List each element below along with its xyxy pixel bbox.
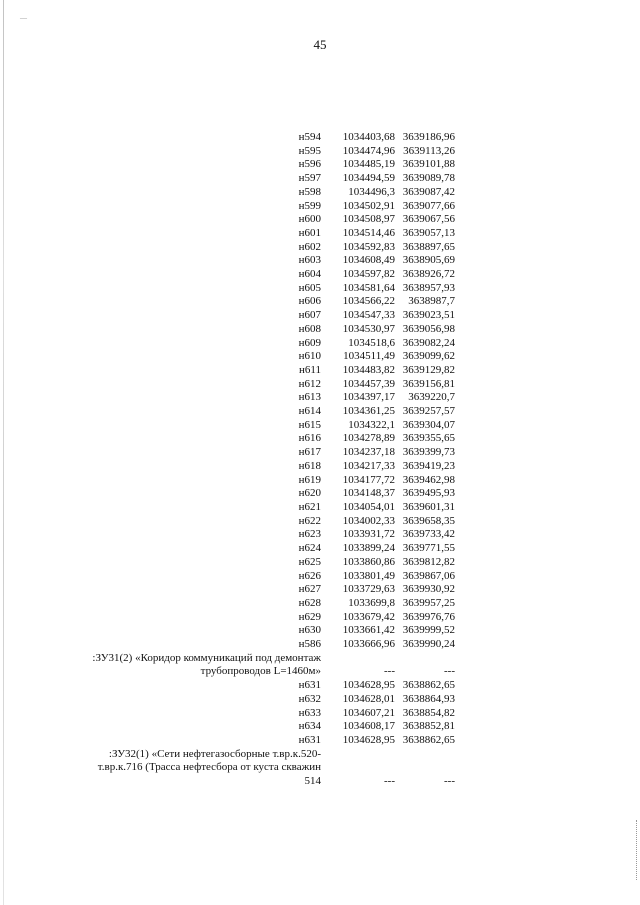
- coord-y: 3638957,93: [402, 281, 455, 294]
- table-row: [216, 419, 455, 433]
- coord-y: 3639304,07: [402, 418, 455, 431]
- coord-x: 1034502,91: [342, 199, 395, 212]
- table-row: [216, 364, 455, 378]
- coordinates-table-body: [92, 131, 455, 789]
- point-id: н616: [298, 432, 321, 445]
- coord-x: 1033899,24: [342, 542, 395, 555]
- coord-x: 1033699,8: [348, 596, 395, 609]
- coord-x: 1034581,64: [342, 281, 395, 294]
- table-row: [216, 734, 455, 748]
- point-id: н634: [298, 720, 321, 733]
- point-id: н613: [298, 391, 321, 404]
- table-row: [216, 200, 455, 214]
- coord-y: 3639733,42: [402, 528, 455, 541]
- coord-y: 3639771,55: [402, 542, 455, 555]
- coord-y: 3639113,26: [403, 144, 455, 157]
- coord-x: 1034566,22: [342, 295, 395, 308]
- coord-x: 1034608,17: [342, 720, 395, 733]
- table-row: [216, 542, 455, 556]
- coord-y: 3639067,56: [402, 213, 455, 226]
- coord-x: 1034148,37: [342, 487, 395, 500]
- point-id: н629: [298, 610, 321, 623]
- coord-x: 1034511,49: [343, 350, 395, 363]
- point-id: н633: [298, 706, 321, 719]
- coord-x: 1034457,39: [342, 377, 395, 390]
- table-row: [216, 679, 455, 693]
- coord-y: 3638862,65: [402, 733, 455, 746]
- coord-y: 3639462,98: [402, 473, 455, 486]
- table-row: [216, 501, 455, 515]
- scan-edge-left: [3, 0, 4, 905]
- scan-edge-right: [636, 820, 638, 880]
- coord-y: 3639101,88: [402, 158, 455, 171]
- coord-x: 1034483,82: [342, 363, 395, 376]
- coord-y: 3639355,65: [402, 432, 455, 445]
- coord-y: 3639658,35: [402, 514, 455, 527]
- coord-y: ---: [444, 775, 455, 788]
- coord-y: 3639495,93: [402, 487, 455, 500]
- coord-y: 3638897,65: [402, 240, 455, 253]
- coord-x: 1034002,33: [342, 514, 395, 527]
- table-row: [216, 213, 455, 227]
- table-row: [216, 309, 455, 323]
- coord-x: 1034597,82: [342, 268, 395, 281]
- coord-x: 1034514,46: [342, 226, 395, 239]
- coord-y: 3639089,78: [402, 172, 455, 185]
- table-row: [216, 158, 455, 172]
- coord-y: 3638854,82: [402, 706, 455, 719]
- point-id: н618: [298, 459, 321, 472]
- coord-y: 3638864,93: [402, 692, 455, 705]
- point-id: н597: [298, 172, 321, 185]
- coord-y: 3639129,82: [402, 363, 455, 376]
- coord-x: 1034607,21: [342, 706, 395, 719]
- coord-y: 3639156,81: [402, 377, 455, 390]
- coord-y: 3639867,06: [402, 569, 455, 582]
- table-row: [216, 611, 455, 625]
- coord-x: 1033679,42: [342, 610, 395, 623]
- point-id: н617: [298, 446, 321, 459]
- coord-x: 1033666,96: [342, 638, 395, 651]
- point-id: н612: [298, 377, 321, 390]
- coord-y: 3639976,76: [402, 610, 455, 623]
- section-title-line: :ЗУ32(1) «Сети нефтегазосборные т.вр.к.520-: [108, 747, 321, 760]
- table-row: [216, 268, 455, 282]
- coord-x: 1034177,72: [342, 473, 395, 486]
- coord-y: 3638905,69: [402, 254, 455, 267]
- coordinates-table: [92, 131, 455, 789]
- coord-x: 1034496,3: [348, 185, 395, 198]
- point-id: н610: [298, 350, 321, 363]
- table-row: [216, 624, 455, 638]
- coord-y: 3639057,13: [402, 226, 455, 239]
- coord-x: 1034361,25: [342, 405, 395, 418]
- point-id: н598: [298, 185, 321, 198]
- section-title-line: трубопроводов L=1460м»: [200, 665, 321, 678]
- coord-x: 1034217,33: [342, 459, 395, 472]
- point-id: н603: [298, 254, 321, 267]
- table-row: [216, 583, 455, 597]
- point-id: н628: [298, 596, 321, 609]
- coord-x: 1034494,59: [342, 172, 395, 185]
- coord-x: 1034474,96: [342, 144, 395, 157]
- coord-x: 1034278,89: [342, 432, 395, 445]
- coord-x: 1034592,83: [342, 240, 395, 253]
- coord-y: 3639812,82: [402, 555, 455, 568]
- coord-y: 3639990,24: [402, 638, 455, 651]
- coord-x: 1034397,17: [342, 391, 395, 404]
- coord-x: 1033860,86: [342, 555, 395, 568]
- table-row: [216, 707, 455, 721]
- coord-y: 3639099,62: [402, 350, 455, 363]
- table-row: [216, 528, 455, 542]
- coord-x: 1033729,63: [342, 583, 395, 596]
- coord-x: ---: [384, 665, 395, 678]
- coord-x: ---: [384, 775, 395, 788]
- coord-x: 1034547,33: [342, 309, 395, 322]
- table-row: [216, 145, 455, 159]
- point-id: н624: [298, 542, 321, 555]
- coord-x: 1034628,95: [342, 733, 395, 746]
- coord-y: 3639257,57: [402, 405, 455, 418]
- point-id: н625: [298, 555, 321, 568]
- point-id: н601: [298, 226, 321, 239]
- table-row: [216, 515, 455, 529]
- coord-x: 1034237,18: [342, 446, 395, 459]
- table-row: [216, 337, 455, 351]
- coord-x: 1034485,19: [342, 158, 395, 171]
- point-id: н621: [298, 500, 321, 513]
- table-row: [216, 295, 455, 309]
- point-id: н622: [298, 514, 321, 527]
- coord-x: 1034322,1: [348, 418, 395, 431]
- coord-y: 3639220,7: [408, 391, 455, 404]
- section-title-line: т.вр.к.716 (Трасса нефтесбора от куста скважин 514: [97, 761, 321, 788]
- point-id: н626: [298, 569, 321, 582]
- point-id: н600: [298, 213, 321, 226]
- table-row: [216, 172, 455, 186]
- table-row: [216, 391, 455, 405]
- point-id: н605: [298, 281, 321, 294]
- point-id: н620: [298, 487, 321, 500]
- table-row: [216, 720, 455, 734]
- coord-x: 1034518,6: [348, 336, 395, 349]
- coord-y: 3638862,65: [402, 679, 455, 692]
- coord-x: 1034403,68: [342, 131, 395, 143]
- page-number: 45: [313, 37, 327, 52]
- coord-x: 1033801,49: [342, 569, 395, 582]
- coord-y: 3639082,24: [402, 336, 455, 349]
- point-id: н596: [298, 158, 321, 171]
- coord-y: 3639601,31: [402, 500, 455, 513]
- point-id: н632: [298, 692, 321, 705]
- point-id: н599: [298, 199, 321, 212]
- coord-y: 3638852,81: [402, 720, 455, 733]
- point-id: н606: [298, 295, 321, 308]
- table-row: [216, 638, 455, 652]
- coord-y: 3639056,98: [402, 322, 455, 335]
- coord-x: 1033931,72: [342, 528, 395, 541]
- coord-y: 3639930,92: [402, 583, 455, 596]
- table-row: [216, 487, 455, 501]
- table-row: [216, 556, 455, 570]
- section-header-row: [216, 652, 455, 679]
- table-row: [216, 378, 455, 392]
- section-title: [97, 747, 331, 789]
- point-id: н630: [298, 624, 321, 637]
- table-row: [216, 460, 455, 474]
- table-row: [216, 693, 455, 707]
- point-id: н614: [298, 405, 321, 418]
- coord-y: 3639023,51: [402, 309, 455, 322]
- coord-y: 3639419,23: [402, 459, 455, 472]
- point-id: н615: [298, 418, 321, 431]
- point-id: н623: [298, 528, 321, 541]
- point-id: н631: [298, 679, 321, 692]
- point-id: н611: [299, 363, 321, 376]
- coord-x: 1034508,97: [342, 213, 395, 226]
- point-id: н619: [298, 473, 321, 486]
- coord-x: 1034628,95: [342, 679, 395, 692]
- point-id: н609: [298, 336, 321, 349]
- coord-y: ---: [444, 665, 455, 678]
- scan-mark: —: [20, 14, 27, 22]
- table-row: [216, 186, 455, 200]
- point-id: н595: [298, 144, 321, 157]
- coord-y: 3639999,52: [402, 624, 455, 637]
- coord-y: 3639957,25: [402, 596, 455, 609]
- coord-x: 1034608,49: [342, 254, 395, 267]
- coord-y: 3638987,7: [408, 295, 455, 308]
- point-id: н586: [298, 638, 321, 651]
- section-header-row: [216, 748, 455, 789]
- table-row: [216, 350, 455, 364]
- section-title-line: :ЗУ31(2) «Коридор коммуникаций под демонтаж: [92, 651, 321, 664]
- coord-x: 1034054,01: [342, 500, 395, 513]
- table-row: [216, 254, 455, 268]
- coord-y: 3639399,73: [402, 446, 455, 459]
- point-id: н627: [298, 583, 321, 596]
- coord-x: 1034530,97: [342, 322, 395, 335]
- coord-y: 3639087,42: [402, 185, 455, 198]
- table-row: [216, 474, 455, 488]
- coord-y: 3638926,72: [402, 268, 455, 281]
- point-id: н607: [298, 309, 321, 322]
- coord-y: 3639186,96: [402, 131, 455, 143]
- coord-x: 1034628,01: [342, 692, 395, 705]
- coord-x: 1033661,42: [342, 624, 395, 637]
- table-row: [216, 282, 455, 296]
- table-row: [216, 227, 455, 241]
- table-row: [216, 432, 455, 446]
- point-id: н604: [298, 268, 321, 281]
- table-row: [216, 241, 455, 255]
- point-id: н602: [298, 240, 321, 253]
- point-id: н594: [298, 131, 321, 143]
- table-row: [216, 323, 455, 337]
- table-row: [216, 446, 455, 460]
- table-row: [216, 597, 455, 611]
- coord-y: 3639077,66: [402, 199, 455, 212]
- table-row: [216, 570, 455, 584]
- table-row: [216, 405, 455, 419]
- point-id: н631: [298, 733, 321, 746]
- section-title: [92, 651, 331, 679]
- table-row: [216, 131, 455, 145]
- point-id: н608: [298, 322, 321, 335]
